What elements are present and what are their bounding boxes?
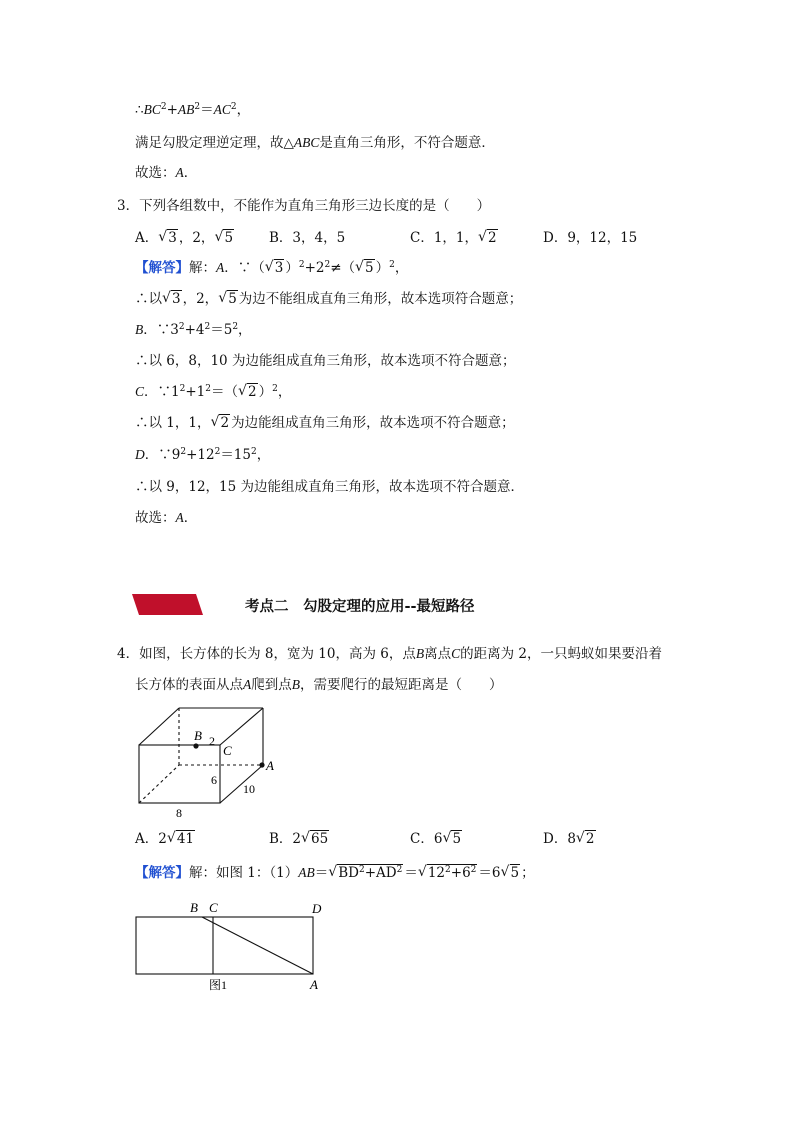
fig1-label-d: D [312, 901, 322, 916]
label-c: C [223, 743, 232, 758]
question-4-option-c: C．6√ 5 [410, 830, 463, 848]
line-bc-ab-ac: $\therefore BC^2+AB^2=AC^2$， [135, 102, 251, 118]
label-b: B [194, 728, 202, 743]
question-3-option-c: C．1，1，√ 2 [410, 229, 499, 247]
q3-solution-line-3: B．$\because 3^2+4^2=5^2$， [135, 322, 252, 338]
fig1-label-b: B [190, 900, 198, 915]
question-3-stem: 3．下列各组数中，不能作为直角三角形三边长度的是（ ） [117, 198, 491, 214]
section-title: 考点二 勾股定理的应用--最短路径 [245, 599, 475, 615]
label-six: 6 [211, 773, 217, 787]
line-converse-theorem: 满足勾股定理逆定理，故△ABC是直角三角形，不符合题意． [135, 135, 495, 151]
q3-choose-a: 故选：A． [135, 510, 198, 526]
question-4-option-a: A．2√ 41 [135, 830, 196, 848]
label-eight: 8 [176, 806, 182, 820]
label-a: A [266, 758, 274, 773]
point-b [193, 743, 198, 748]
q3-solution-line-7: D．$\because 9^2+12^2=15^2$， [135, 447, 271, 463]
section-banner-shape [132, 594, 203, 615]
fig1-label-c: C [209, 900, 218, 915]
question-4-stem-line-2: 长方体的表面从点A爬到点B，需要爬行的最短距离是（ ） [135, 677, 503, 693]
question-3-option-d: D．9，12，15 [543, 230, 638, 246]
label-two: 2 [209, 734, 215, 748]
question-3-option-a: A．√ 3 ，2，√ 5 [135, 229, 235, 247]
fig1-caption: 图1 [209, 978, 228, 992]
cuboid-figure [130, 700, 290, 825]
q4-solution-line-1: 【解答】解：如图 1：（1）AB＝√ $BD^2+AD^2$ ＝√ $12^2+6^2 =6√$ 5 ； [135, 864, 535, 882]
q3-solution-line-1: 【解答】解：A．∵（√ 3 ）$^2+2^2\ne(√$ 5 ）$^2$， [135, 259, 408, 277]
q3-solution-line-2: ∴以√ 3 ，2，√ 5 为边不能组成直角三角形，故本选项符合题意； [135, 290, 522, 308]
question-4-option-b: B．2√ 65 [269, 830, 330, 848]
question-4-stem-line-1: 4．如图，长方体的长为 8，宽为 10，高为 6，点B离点C的距离为 2，一只蚂蚁如果要沿着 [117, 646, 662, 662]
fig1-label-a: A [310, 977, 318, 992]
q3-solution-line-5: C．$\because 1^2+1^2=(√$ 2 ）$^2$， [135, 383, 291, 401]
line-choose-a: 故选：A． [135, 165, 198, 181]
section-banner [130, 594, 205, 616]
q3-solution-line-6: ∴以 1，1，√ 2 为边能组成直角三角形，故本选项不符合题意； [135, 414, 515, 432]
figure-1 [130, 898, 330, 996]
label-ten: 10 [243, 782, 255, 796]
point-a [259, 762, 264, 767]
question-4-option-d: D．8√ 2 [543, 830, 597, 848]
q3-solution-line-4: ∴以 6，8，10 为边能组成直角三角形，故本选项不符合题意； [135, 353, 516, 369]
q3-solution-line-8: ∴以 9，12，15 为边能组成直角三角形，故本选项不符合题意． [135, 479, 525, 495]
question-3-option-b: B．3，4，5 [269, 230, 346, 246]
